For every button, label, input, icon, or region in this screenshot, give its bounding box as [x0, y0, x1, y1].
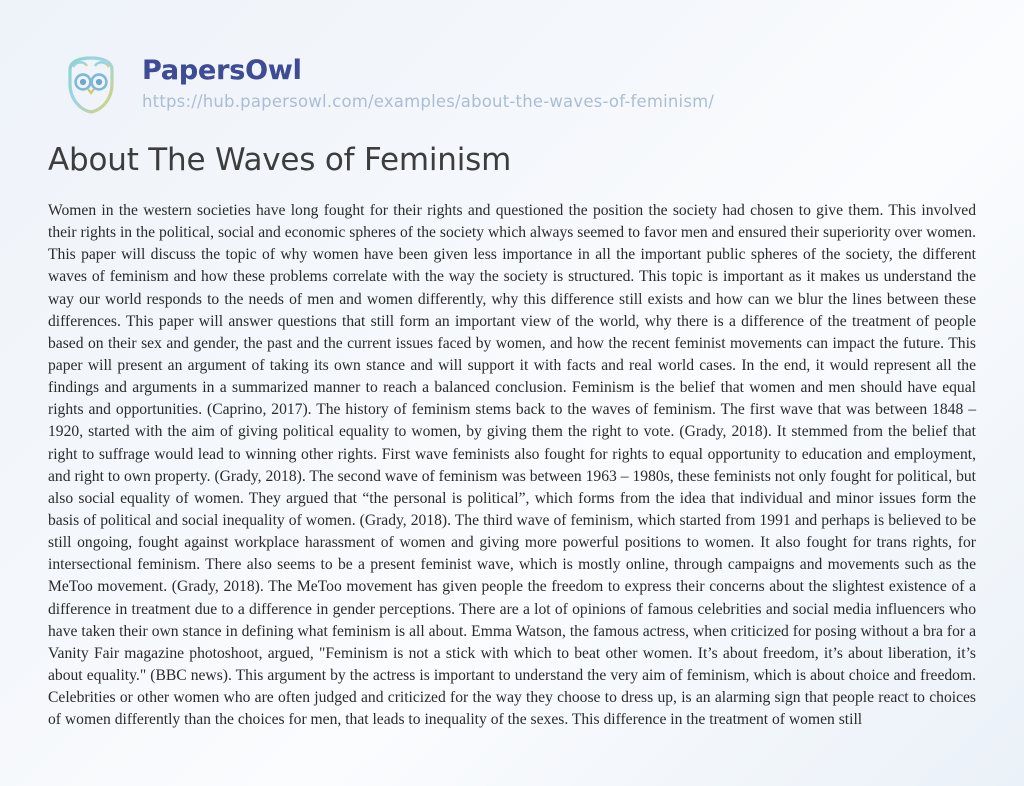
- logo-wrap: [48, 52, 134, 116]
- brand-name: PapersOwl: [142, 56, 714, 86]
- page-title: About The Waves of Feminism: [48, 142, 512, 178]
- article-content: [0, 116, 1024, 731]
- owl-logo-icon: [60, 54, 122, 116]
- article-body: Women in the western societies have long fought for their rights and questioned the position the society had chosen to give them. This involved their rights in the political, social and economic spheres of the society which always seemed to favor men and ensured their superiority over women. This paper will discuss the topic of why women have been given less importance in all the important public spheres of the society, the different waves of feminism and how these problems correlate with the way the society is structured. This topic is important as it makes us understand the way our world responds to the needs of men and women differently, why this difference still exists and how can we blur the lines between these differences. This paper will answer questions that still form an important view of the world, why there is a difference of the treatment of people based on their sex and gender, the past and the current issues faced by women, and how the recent feminist movements can impact the future. This paper will present an argument of taking its own stance and will support it with facts and real world cases. In the end, it would represent all the findings and arguments in a summarized manner to reach a balanced conclusion. Feminism is the belief that women and men should have equal rights and opportunities. (Caprino, 2017). The history of feminism stems back to the waves of feminism. The first wave that was between 1848 – 1920, started with the aim of giving political equality to women, by giving them the right to vote. (Grady, 2018). It stemmed from the belief that right to suffrage would lead to winning other rights. First wave feminists also fought for rights to equal opportunity to education and employment, and right to own property. (Grady, 2018). The second wave of feminism was between 1963 – 1980s, these feminists not only fought for political, but also social equality of women. They argued that “the personal is political”, which forms from the idea that individual and minor issues form the basis of political and social inequality of women. (Grady, 2018). The third wave of feminism, which started from 1991 and perhaps is believed to be still ongoing, fought against workplace harassment of women and giving more powerful positions to women. It also fought for trans rights, for intersectional feminism. There also seems to be a present feminist wave, which is mostly online, through campaigns and movements such as the MeToo movement. (Grady, 2018). The MeToo movement has given people the freedom to express their concerns about the slightest existence of a difference in treatment due to a difference in gender perceptions. There are a lot of opinions of famous celebrities and social media influencers who have taken their own stance in defining what feminism is all about. Emma Watson, the famous actress, when criticized for posing without a bra for a Vanity Fair magazine photoshoot, argued, "Feminism is not a stick with which to beat other women. It’s about freedom, it’s about liberation, it’s about equality." (BBC news). This argument by the actress is important to understand the very aim of feminism, which is about choice and freedom. Celebrities or other women who are often judged and criticized for the way they choose to dress up, is an alarming sign that people react to choices of women differently than the choices for men, that leads to inequality of the sexes. This difference in the treatment of women still: [48, 202, 976, 729]
- source-url: https://hub.papersowl.com/examples/about-the-waves-of-feminism/: [142, 91, 715, 111]
- site-header: [0, 0, 1024, 116]
- brand-block: [134, 52, 714, 111]
